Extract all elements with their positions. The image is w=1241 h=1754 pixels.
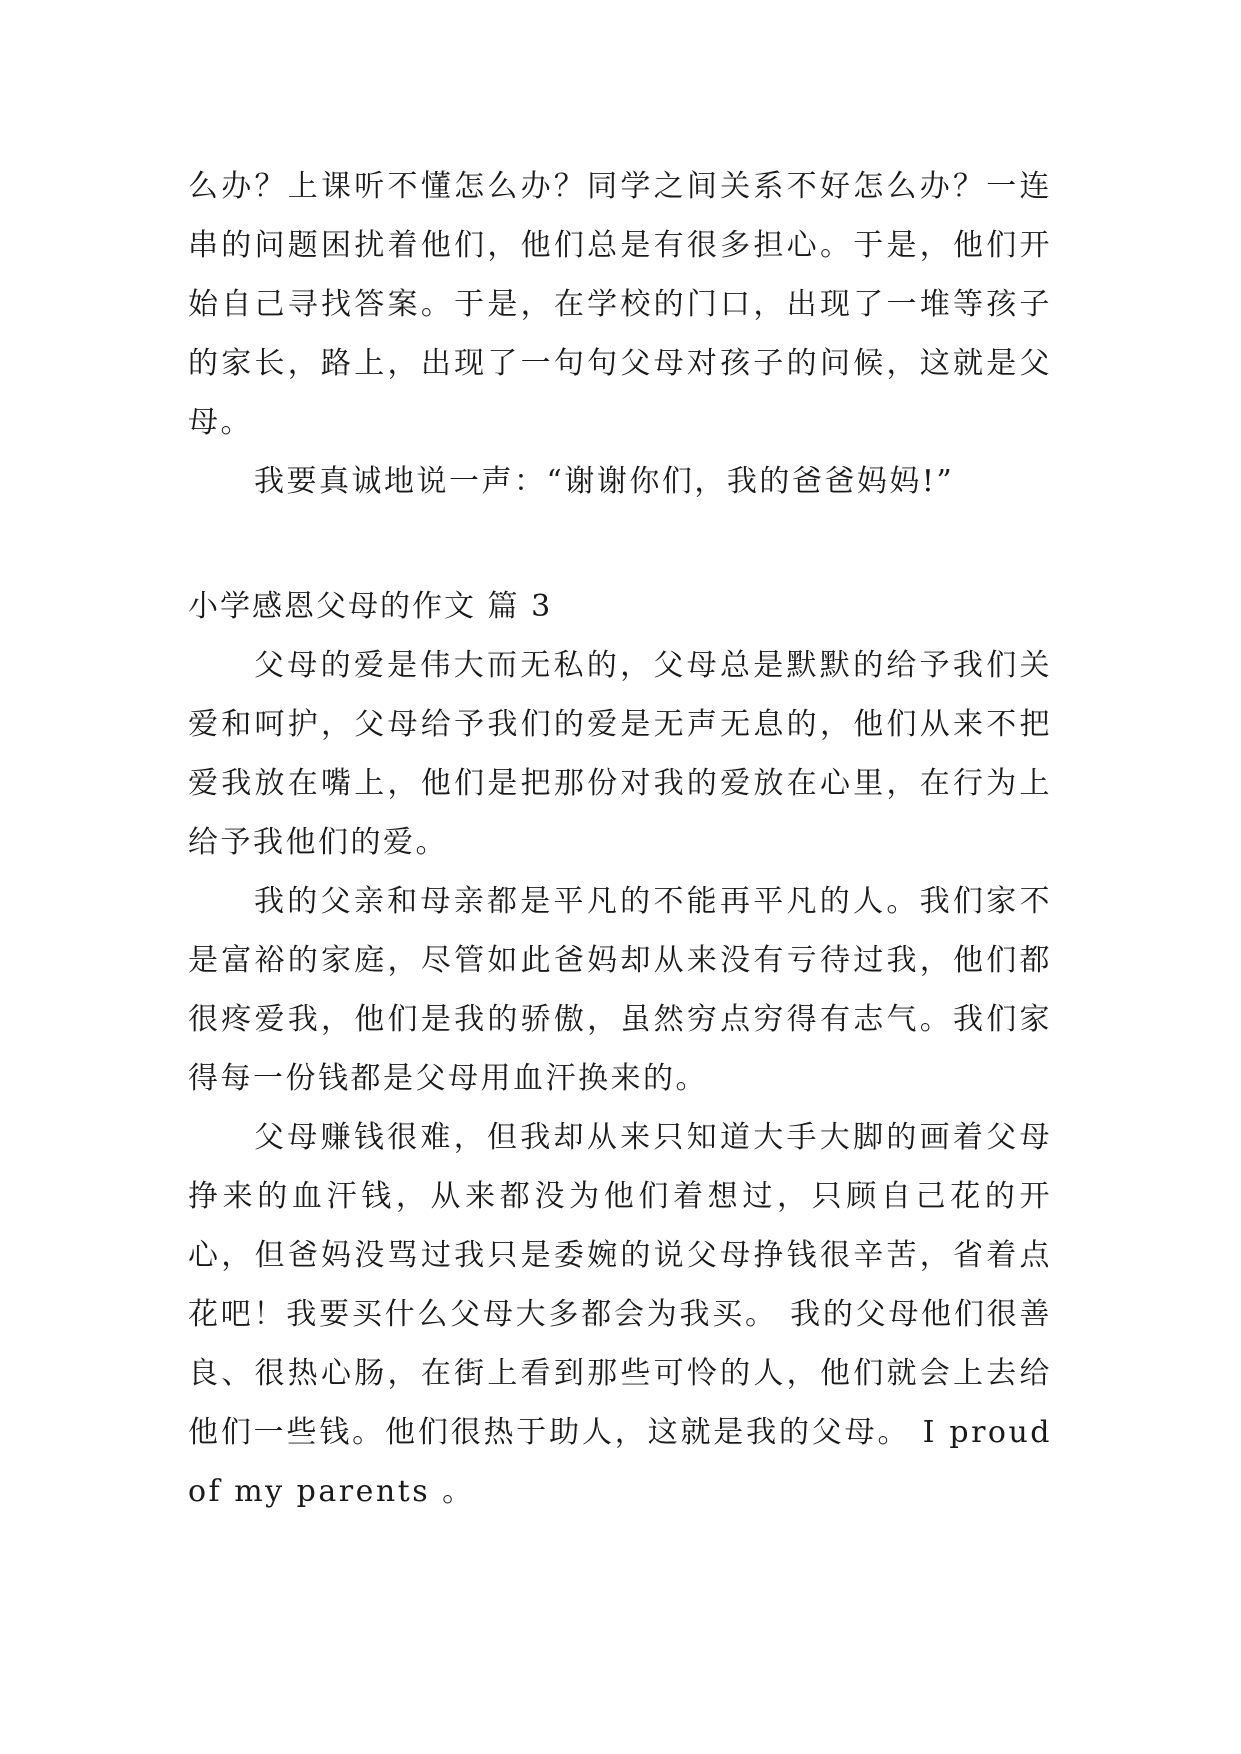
document-body bbox=[188, 157, 1052, 1521]
intro-paragraph: 么办？上课听不懂怎么办？同学之间关系不好怎么办？一连串的问题困扰着他们，他们总是有很多担心。于是，他们开始自己寻找答案。于是，在学校的门口，出现了一堆等孩子的家长，路上，出现了一句句父母对孩子的问候，这就是父母。 bbox=[188, 169, 1052, 440]
section-title: 小学感恩父母的作文 篇 3 bbox=[188, 589, 553, 624]
body-paragraph-2: 我的父亲和母亲都是平凡的不能再平凡的人。我们家不是富裕的家庭，尽管如此爸妈却从来没有亏待过我，他们都很疼爱我，他们是我的骄傲，虽然穷点穷得有志气。我们家得每一份钱都是父母用血汗换来的。 bbox=[188, 884, 1052, 1096]
body-paragraph-1: 父母的爱是伟大而无私的，父母总是默默的给予我们关爱和呵护，父母给予我们的爱是无声无息的，他们从来不把爱我放在嘴上，他们是把那份对我的爱放在心里，在行为上给予我他们的爱。 bbox=[188, 648, 1052, 860]
closing-line: 我要真诚地说一声：“谢谢你们，我的爸爸妈妈!” bbox=[254, 464, 955, 499]
body-paragraph-3: 父母赚钱很难，但我却从来只知道大手大脚的画着父母挣来的血汗钱，从来都没为他们着想过，只顾自己花的开心，但爸妈没骂过我只是委婉的说父母挣钱很辛苦，省着点花吧！我要买什么父母大多都会为我买。 我的父母他们很善良、很热心肠，在街上看到那些可怜的人，他们就会上去给他们一些钱。他们很热于助人，这就是我的父母。 I proud of my parents 。 bbox=[188, 1120, 1052, 1509]
